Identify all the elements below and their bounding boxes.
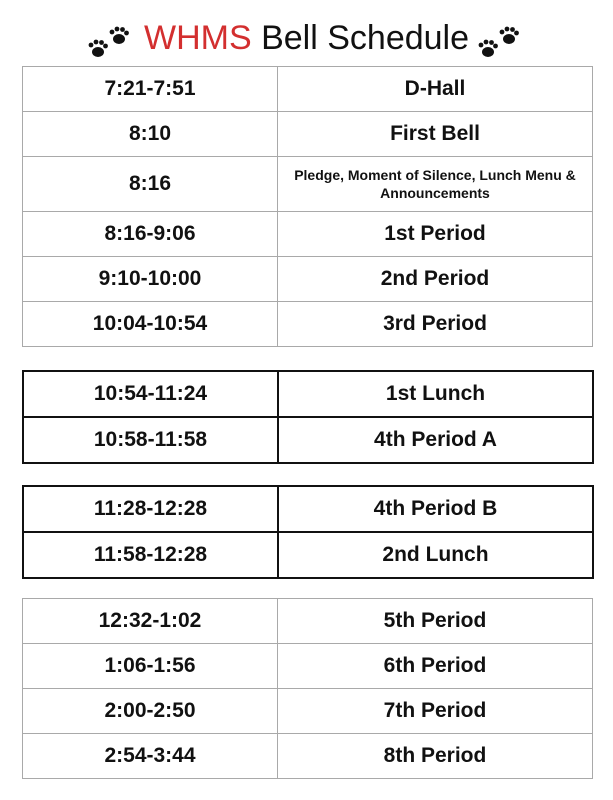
table-row	[23, 302, 593, 347]
time-cell: 9:10-10:00	[23, 257, 278, 302]
page-header	[0, 8, 613, 64]
title-text: Bell Schedule	[261, 19, 470, 57]
paw-prints-icon	[476, 22, 524, 62]
time-cell: 8:16-9:06	[23, 212, 278, 257]
table-row	[23, 532, 593, 578]
event-cell: 6th Period	[278, 644, 593, 689]
time-cell: 10:04-10:54	[23, 302, 278, 347]
table-row	[23, 67, 593, 112]
afternoon-schedule-table	[22, 598, 593, 779]
time-cell: 11:58-12:28	[23, 532, 278, 578]
event-cell: D-Hall	[278, 67, 593, 112]
table-row	[23, 257, 593, 302]
event-cell: 4th Period A	[278, 417, 593, 463]
time-cell: 10:54-11:24	[23, 371, 278, 417]
table-row	[23, 599, 593, 644]
table-row	[23, 212, 593, 257]
morning-schedule-table	[22, 66, 593, 347]
event-cell: 7th Period	[278, 689, 593, 734]
event-cell: 1st Lunch	[278, 371, 593, 417]
time-cell: 2:00-2:50	[23, 689, 278, 734]
title-brand: WHMS	[143, 19, 252, 57]
time-cell: 12:32-1:02	[23, 599, 278, 644]
table-row	[23, 417, 593, 463]
table-row	[23, 734, 593, 779]
table-row	[23, 689, 593, 734]
time-cell: 7:21-7:51	[23, 67, 278, 112]
time-cell: 2:54-3:44	[23, 734, 278, 779]
event-cell: 2nd Lunch	[278, 532, 593, 578]
event-cell: First Bell	[278, 112, 593, 157]
table-row	[23, 486, 593, 532]
event-cell: 4th Period B	[278, 486, 593, 532]
event-cell: 8th Period	[278, 734, 593, 779]
time-cell: 10:58-11:58	[23, 417, 278, 463]
time-cell: 1:06-1:56	[23, 644, 278, 689]
time-cell: 8:10	[23, 112, 278, 157]
lunch-b-table	[22, 485, 594, 579]
lunch-a-table	[22, 370, 594, 464]
event-cell: 1st Period	[278, 212, 593, 257]
event-cell: 2nd Period	[278, 257, 593, 302]
table-row	[23, 157, 593, 212]
table-row	[23, 112, 593, 157]
time-cell: 8:16	[23, 157, 278, 212]
table-row	[23, 371, 593, 417]
time-cell: 11:28-12:28	[23, 486, 278, 532]
event-cell: Pledge, Moment of Silence, Lunch Menu & Announcements	[278, 157, 593, 212]
table-row	[23, 644, 593, 689]
event-cell: 5th Period	[278, 599, 593, 644]
event-cell: 3rd Period	[278, 302, 593, 347]
